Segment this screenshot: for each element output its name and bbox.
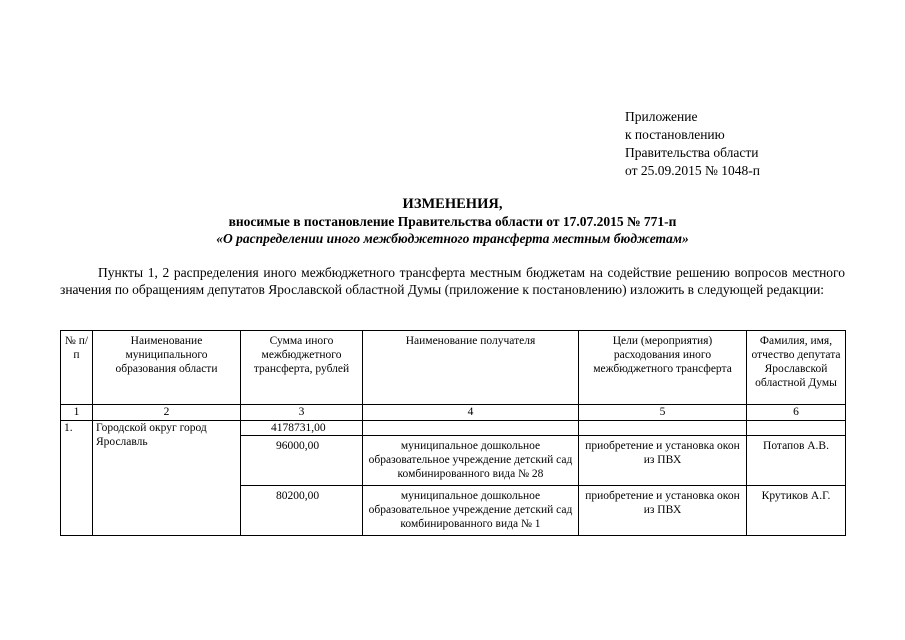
empty-cell bbox=[579, 421, 747, 436]
document-subtitle: вносимые в постановление Правительства области от 17.07.2015 № 771-п bbox=[228, 214, 677, 229]
appendix-date-line: от 25.09.2015 № 1048-п bbox=[625, 163, 760, 178]
header-cell-municipality: Наименование муниципального образования области bbox=[93, 331, 241, 405]
total-amount: 4178731,00 bbox=[241, 421, 363, 436]
deputy-cell: Потапов А.В. bbox=[747, 436, 846, 486]
document-subtitle-quote: «О распределении иного межбюджетного трансферта местным бюджетам» bbox=[216, 231, 689, 246]
header-cell-recipient: Наименование получателя bbox=[363, 331, 579, 405]
purpose-cell: приобретение и установка окон из ПВХ bbox=[579, 486, 747, 536]
recipient-cell: муниципальное дошкольное образовательное учреждение детский сад комбинированного вида № 28 bbox=[363, 436, 579, 486]
column-number: 4 bbox=[363, 405, 579, 421]
appendix-line: Приложение bbox=[625, 109, 698, 124]
empty-cell bbox=[747, 421, 846, 436]
appendix-block bbox=[625, 108, 760, 180]
header-cell-deputy: Фамилия, имя, отчество депутата Ярославской областной Думы bbox=[747, 331, 846, 405]
document-title: ИЗМЕНЕНИЯ, bbox=[402, 196, 503, 212]
row-index: 1. bbox=[61, 421, 93, 536]
column-number: 3 bbox=[241, 405, 363, 421]
table-header-row bbox=[61, 331, 846, 405]
amount-cell: 96000,00 bbox=[241, 436, 363, 486]
column-number: 5 bbox=[579, 405, 747, 421]
appendix-line: Правительства области bbox=[625, 145, 759, 160]
empty-cell bbox=[363, 421, 579, 436]
column-number: 6 bbox=[747, 405, 846, 421]
column-number-row bbox=[61, 405, 846, 421]
appendix-line: к постановлению bbox=[625, 127, 725, 142]
allocation-table bbox=[60, 330, 846, 536]
amount-cell: 80200,00 bbox=[241, 486, 363, 536]
purpose-cell: приобретение и установка окон из ПВХ bbox=[579, 436, 747, 486]
document-heading bbox=[60, 196, 845, 247]
column-number: 1 bbox=[61, 405, 93, 421]
header-cell-purpose: Цели (мероприятия) расходования иного межбюджетного трансферта bbox=[579, 331, 747, 405]
recipient-cell: муниципальное дошкольное образовательное учреждение детский сад комбинированного вида № 1 bbox=[363, 486, 579, 536]
municipality-name: Городской округ город Ярославль bbox=[93, 421, 241, 536]
body-paragraph: Пункты 1, 2 распределения иного межбюджетного трансферта местным бюджетам на содействие решению вопросов местного значения по обращениям депутатов Ярославской областной Думы (приложение к постановлению) изложить в следующей редакции: bbox=[60, 265, 845, 297]
header-cell-amount: Сумма иного межбюджетного трансферта, рублей bbox=[241, 331, 363, 405]
column-number: 2 bbox=[93, 405, 241, 421]
table-row-total bbox=[61, 421, 846, 436]
deputy-cell: Крутиков А.Г. bbox=[747, 486, 846, 536]
header-cell-number: № п/п bbox=[61, 331, 93, 405]
